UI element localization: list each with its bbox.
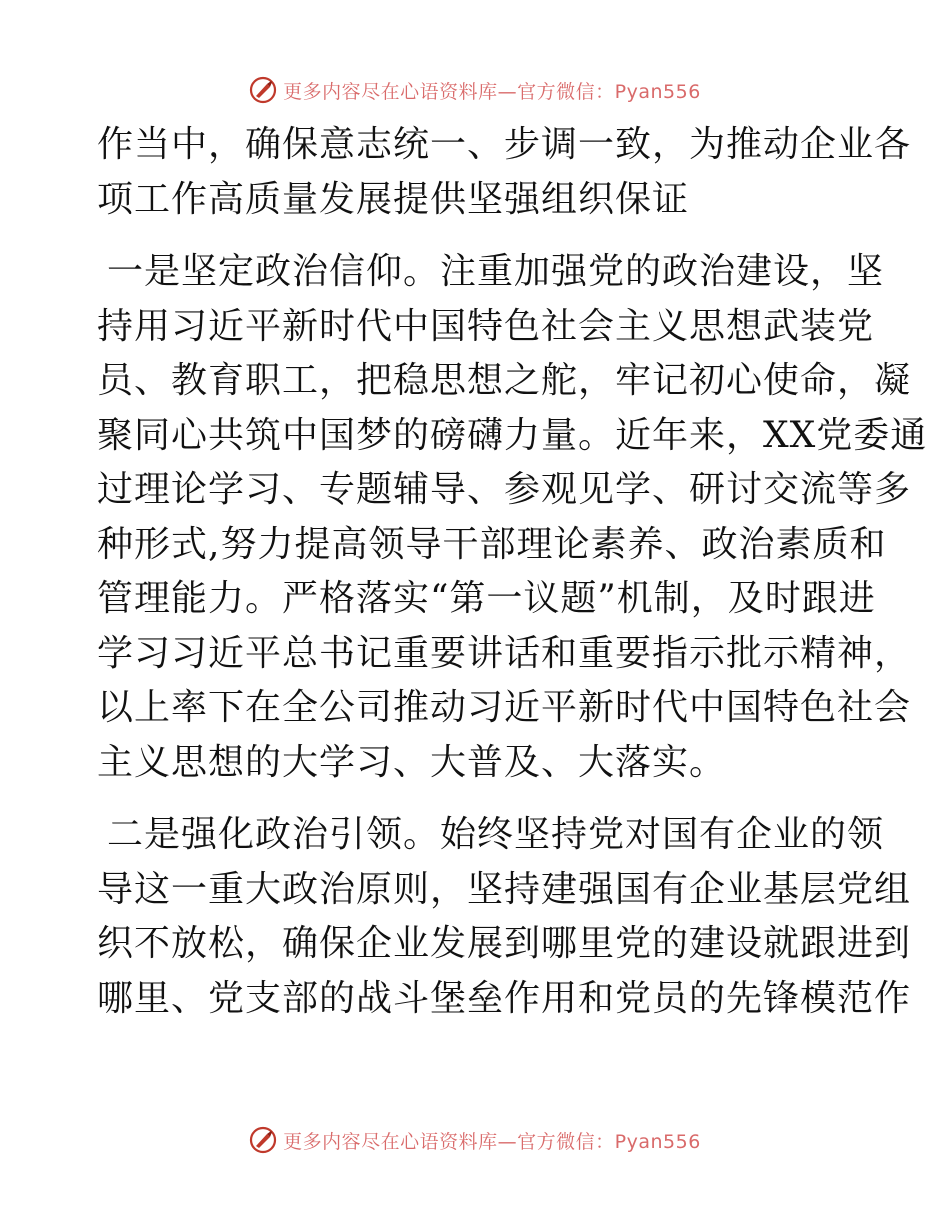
text-line: 作当中，确保意志统一、步调一致，为推动企业各 bbox=[97, 124, 912, 165]
watermark-banner-top bbox=[0, 70, 950, 110]
text-line: 聚同心共筑中国梦的磅礴力量。近年来，XX党委通 bbox=[97, 414, 928, 456]
document-body bbox=[97, 118, 928, 1026]
text-line: 织不放松，确保企业发展到哪里党的建设就跟进到 bbox=[97, 923, 912, 964]
text-line: 学习习近平总书记重要讲话和重要指示批示精神， bbox=[97, 632, 912, 674]
text-line: 以上率下在全公司推动习近平新时代中国特色社会 bbox=[97, 687, 912, 728]
quill-pen-seal-icon bbox=[249, 76, 277, 104]
paragraph-political-guidance bbox=[97, 808, 912, 1026]
text-line: 种形式,努力提高领导干部理论素养、政治素质和 bbox=[97, 523, 887, 565]
text-line: 二是强化政治引领。始终坚持党对国有企业的领 bbox=[107, 814, 885, 855]
watermark-text: 更多内容尽在心语资料库—官方微信：Pyan556 bbox=[283, 1130, 701, 1153]
paragraph-continuation bbox=[97, 118, 912, 227]
text-line: 持用习近平新时代中国特色社会主义思想武装党 bbox=[97, 305, 875, 347]
text-line: 项工作高质量发展提供坚强组织保证 bbox=[97, 178, 690, 220]
text-line: 哪里、党支部的战斗堡垒作用和党员的先锋模范作 bbox=[97, 977, 912, 1019]
quill-pen-seal-icon bbox=[249, 1126, 277, 1154]
text-line: 一是坚定政治信仰。注重加强党的政治建设，坚 bbox=[107, 251, 885, 292]
text-line: 主义思想的大学习、大普及、大落实。 bbox=[97, 741, 727, 783]
watermark-text: 更多内容尽在心语资料库—官方微信：Pyan556 bbox=[283, 80, 701, 103]
text-line: 员、教育职工，把稳思想之舵，牢记初心使命，凝 bbox=[97, 360, 912, 401]
text-line: 导这一重大政治原则，坚持建强国有企业基层党组 bbox=[97, 868, 912, 910]
text-line: 管理能力。严格落实“第一议题”机制，及时跟进 bbox=[97, 578, 876, 619]
watermark-banner-bottom bbox=[0, 1120, 950, 1160]
paragraph-political-belief bbox=[97, 245, 928, 790]
text-line: 过理论学习、专题辅导、参观见学、研讨交流等多 bbox=[97, 469, 912, 510]
